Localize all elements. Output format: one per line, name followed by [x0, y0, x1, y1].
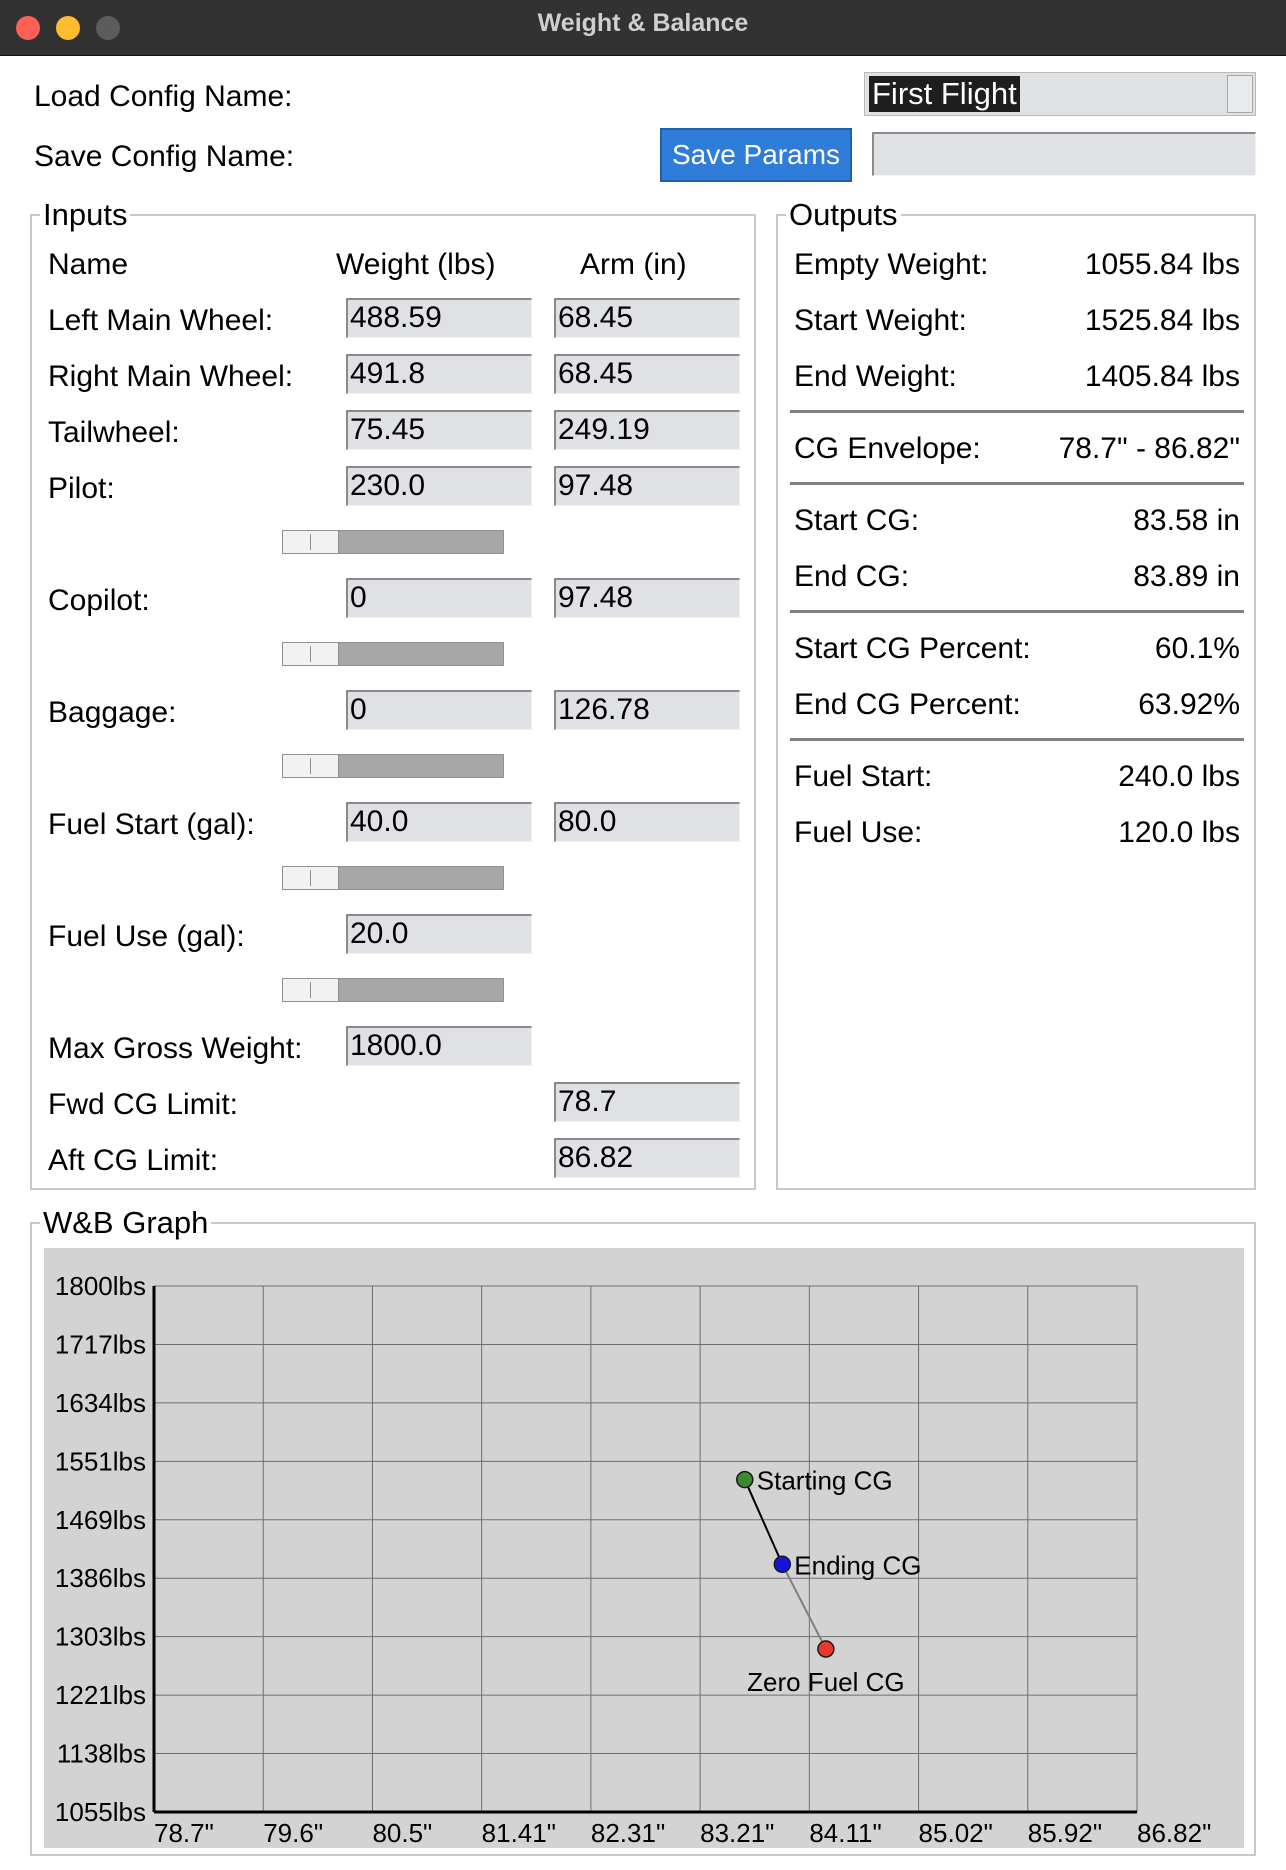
fuel-start-slider[interactable]	[282, 866, 504, 890]
start-cg-label: Start CG:	[794, 504, 920, 537]
zero-fuel-cg-point	[818, 1641, 834, 1657]
empty-weight-label: Empty Weight:	[794, 248, 989, 281]
end-cg-percent-label: End CG Percent:	[794, 688, 1021, 721]
start-cg-value: 83.58 in	[1133, 504, 1240, 537]
fuel-start-slider-handle[interactable]	[283, 867, 339, 889]
tailwheel-weight-input[interactable]: 75.45	[346, 410, 532, 450]
start-weight-label: Start Weight:	[794, 304, 967, 337]
fuel-start-output-row	[794, 760, 1240, 800]
baggage-weight-slider[interactable]	[282, 754, 504, 778]
plot-background	[44, 1248, 1244, 1848]
aft-cg-limit-input[interactable]: 86.82	[554, 1138, 740, 1178]
x-tick-label: 84.11"	[809, 1818, 882, 1848]
fuel-start-output-value: 240.0 lbs	[1118, 760, 1240, 793]
left-main-wheel-arm-input[interactable]: 68.45	[554, 298, 740, 338]
max-gross-weight-label: Max Gross Weight:	[48, 1032, 303, 1065]
y-tick-label: 1055lbs	[54, 1797, 146, 1827]
col-name-header: Name	[48, 248, 129, 281]
end-cg-percent-value: 63.92%	[1138, 688, 1240, 721]
title-bar	[0, 0, 1286, 56]
y-tick-label: 1551lbs	[54, 1446, 146, 1477]
y-tick-label: 1717lbs	[54, 1329, 146, 1360]
end-weight-value: 1405.84 lbs	[1084, 360, 1240, 393]
divider	[790, 410, 1244, 413]
fwd-cg-limit-input[interactable]: 78.7	[554, 1082, 740, 1122]
cg-envelope-label: CG Envelope:	[794, 432, 981, 465]
fuel-use-output-label: Fuel Use:	[794, 816, 923, 849]
tailwheel-label: Tailwheel:	[48, 416, 180, 449]
start-cg-percent-row	[794, 632, 1240, 672]
y-tick-label: 1386lbs	[54, 1563, 146, 1594]
divider	[790, 610, 1244, 613]
y-tick-label: 1634lbs	[54, 1387, 146, 1418]
graph-group-title: W&B Graph	[40, 1206, 211, 1240]
ending-cg-point	[774, 1556, 790, 1572]
x-tick-label: 78.7"	[154, 1818, 214, 1848]
fuel-use-output-value: 120.0 lbs	[1118, 816, 1240, 849]
max-gross-weight-input[interactable]: 1800.0	[346, 1026, 532, 1066]
fuel-start-arm-input[interactable]: 80.0	[554, 802, 740, 842]
fuel-start-input[interactable]: 40.0	[346, 802, 532, 842]
copilot-slider-handle[interactable]	[283, 643, 339, 665]
x-tick-label: 80.5"	[372, 1818, 433, 1848]
y-tick-label: 1138lbs	[56, 1738, 146, 1769]
pilot-slider-handle[interactable]	[283, 531, 339, 553]
right-main-wheel-arm-input[interactable]: 68.45	[554, 354, 740, 394]
save-config-label: Save Config Name:	[34, 140, 295, 173]
x-tick-label: 85.92"	[1027, 1818, 1103, 1848]
start-cg-percent-label: Start CG Percent:	[794, 632, 1031, 665]
x-tick-label: 85.02"	[918, 1818, 993, 1848]
y-tick-label: 1800lbs	[54, 1271, 146, 1301]
x-tick-label: 79.6"	[263, 1818, 324, 1848]
cg-envelope-value: 78.7" - 86.82"	[1058, 432, 1240, 465]
y-tick-label: 1469lbs	[54, 1504, 146, 1535]
inputs-group-title: Inputs	[40, 198, 130, 232]
divider	[790, 738, 1244, 741]
divider	[790, 482, 1244, 485]
zero-fuel-cg-label: Zero Fuel CG	[747, 1667, 905, 1698]
fuel-use-slider-handle[interactable]	[283, 979, 339, 1001]
x-tick-label: 86.82"	[1137, 1818, 1212, 1848]
pilot-weight-slider[interactable]	[282, 530, 504, 554]
baggage-label: Baggage:	[48, 696, 177, 729]
ending-cg-label: Ending CG	[794, 1550, 922, 1581]
y-tick-label: 1221lbs	[54, 1680, 146, 1711]
empty-weight-row	[794, 248, 1240, 288]
tailwheel-arm-input[interactable]: 249.19	[554, 410, 740, 450]
pilot-arm-input[interactable]: 97.48	[554, 466, 740, 506]
start-weight-value: 1525.84 lbs	[1084, 304, 1240, 337]
end-weight-label: End Weight:	[794, 360, 957, 393]
copilot-arm-input[interactable]: 97.48	[554, 578, 740, 618]
right-main-wheel-label: Right Main Wheel:	[48, 360, 294, 393]
baggage-slider-handle[interactable]	[283, 755, 339, 777]
load-config-dropdown[interactable]	[864, 72, 1256, 116]
dropdown-arrow-icon[interactable]	[1227, 75, 1253, 113]
fuel-use-output-row	[794, 816, 1240, 856]
left-main-wheel-label: Left Main Wheel:	[48, 304, 274, 337]
cg-envelope-row	[794, 432, 1240, 472]
save-params-button[interactable]: Save Params	[660, 128, 852, 182]
col-arm-header: Arm (in)	[580, 248, 687, 281]
y-tick-label: 1303lbs	[54, 1621, 146, 1652]
left-main-wheel-weight-input[interactable]: 488.59	[346, 298, 532, 338]
outputs-group-title: Outputs	[786, 198, 901, 232]
start-cg-percent-value: 60.1%	[1154, 632, 1240, 665]
end-cg-percent-row	[794, 688, 1240, 728]
end-cg-label: End CG:	[794, 560, 910, 593]
window-title: Weight & Balance	[537, 9, 749, 37]
x-tick-label: 81.41"	[481, 1818, 556, 1848]
start-weight-row	[794, 304, 1240, 344]
col-weight-header: Weight (lbs)	[336, 248, 496, 281]
fuel-use-slider[interactable]	[282, 978, 504, 1002]
pilot-weight-input[interactable]: 230.0	[346, 466, 532, 506]
fuel-use-input[interactable]: 20.0	[346, 914, 532, 954]
end-cg-value: 83.89 in	[1133, 560, 1240, 593]
fuel-start-output-label: Fuel Start:	[794, 760, 933, 793]
fuel-use-label: Fuel Use (gal):	[48, 920, 245, 953]
fuel-start-label: Fuel Start (gal):	[48, 808, 255, 841]
load-config-selected: First Flight	[869, 76, 1020, 112]
aft-cg-limit-label: Aft CG Limit:	[48, 1144, 219, 1177]
wb-graph-canvas	[44, 1248, 1244, 1848]
x-tick-label: 83.21"	[700, 1818, 775, 1848]
right-main-wheel-weight-input[interactable]: 491.8	[346, 354, 532, 394]
load-config-label: Load Config Name:	[34, 80, 293, 113]
copilot-label: Copilot:	[48, 584, 150, 617]
x-tick-label: 82.31"	[590, 1818, 666, 1848]
starting-cg-point	[737, 1472, 753, 1488]
baggage-arm-input[interactable]: 126.78	[554, 690, 740, 730]
copilot-weight-input[interactable]: 0	[346, 578, 532, 618]
pilot-label: Pilot:	[48, 472, 115, 505]
fwd-cg-limit-label: Fwd CG Limit:	[48, 1088, 239, 1121]
starting-cg-label: Starting CG	[756, 1465, 893, 1496]
end-weight-row	[794, 360, 1240, 400]
baggage-weight-input[interactable]: 0	[346, 690, 532, 730]
start-cg-row	[794, 504, 1240, 544]
save-config-name-input[interactable]	[872, 132, 1256, 176]
copilot-weight-slider[interactable]	[282, 642, 504, 666]
end-cg-row	[794, 560, 1240, 600]
empty-weight-value: 1055.84 lbs	[1084, 248, 1240, 281]
